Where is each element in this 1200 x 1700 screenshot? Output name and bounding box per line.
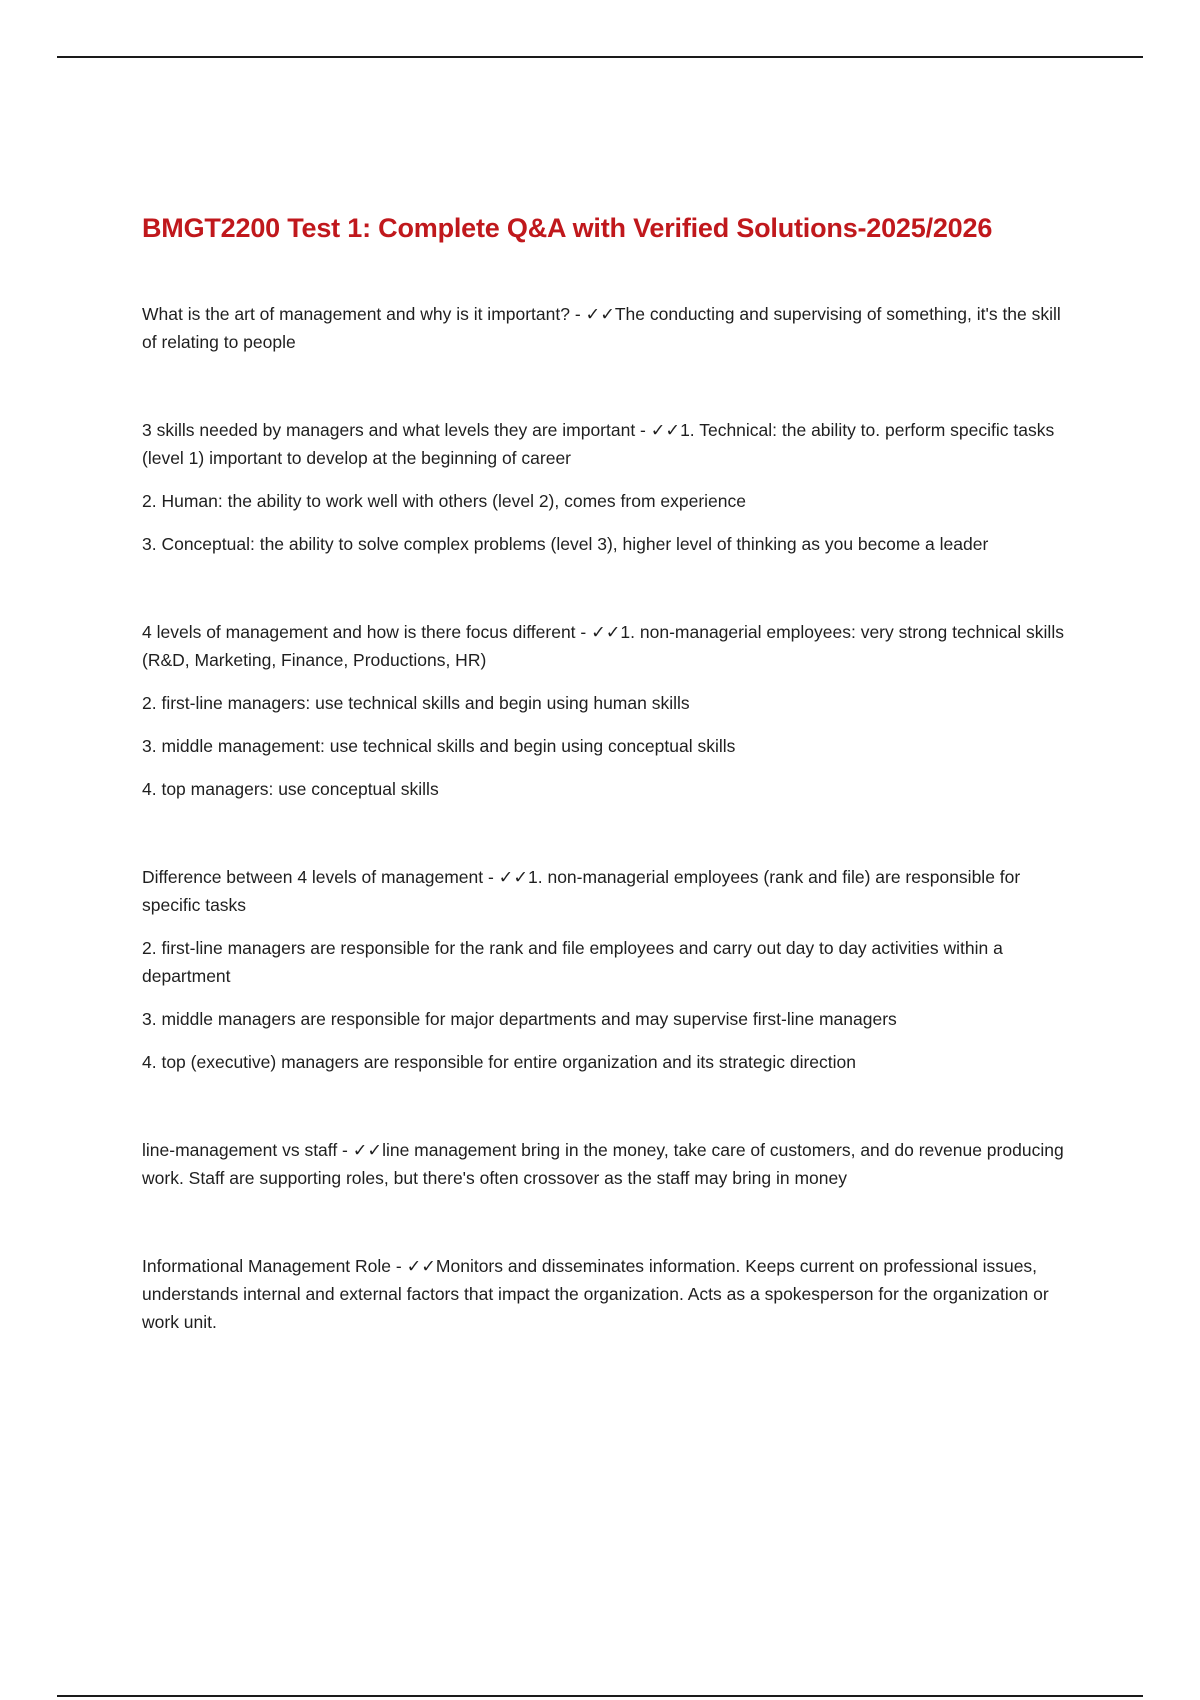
qa-item-line-vs-staff — [142, 1136, 1068, 1192]
qa-item-manager-skills — [142, 416, 1068, 558]
qa-paragraph: 4. top (executive) managers are responsible for entire organization and its strategic direction — [142, 1052, 856, 1073]
qa-paragraph: 2. first-line managers: use technical skills and begin using human skills — [142, 693, 690, 714]
qa-paragraph: Difference between 4 levels of management - ✓✓1. non-managerial employees (rank and file) are responsible for specific tasks — [142, 867, 1021, 916]
qa-paragraph: 3. middle managers are responsible for major departments and may supervise first-line managers — [142, 1009, 897, 1030]
qa-item-levels-difference — [142, 863, 1068, 1076]
qa-paragraph: 4. top managers: use conceptual skills — [142, 779, 439, 800]
qa-paragraph: 2. first-line managers are responsible for the rank and file employees and carry out day to day activities within a department — [142, 938, 1003, 987]
qa-paragraph: 3 skills needed by managers and what levels they are important - ✓✓1. Technical: the ability to. perform specific tasks (level 1) important to develop at the beginning of career — [142, 420, 1055, 469]
document-title: BMGT2200 Test 1: Complete Q&A with Verified Solutions-2025/2026 — [142, 213, 993, 243]
qa-item-art-of-management — [142, 300, 1068, 356]
qa-item-levels-focus — [142, 618, 1068, 803]
qa-paragraph: 3. middle management: use technical skills and begin using conceptual skills — [142, 736, 736, 757]
qa-paragraph: Informational Management Role - ✓✓Monitors and disseminates information. Keeps current on professional issues, understands internal and external factors that impact the organization. Acts as a spokesperson for the organization or work unit. — [142, 1256, 1049, 1333]
qa-paragraph: 2. Human: the ability to work well with others (level 2), comes from experience — [142, 491, 746, 512]
qa-item-informational-role — [142, 1252, 1068, 1336]
qa-paragraph: 4 levels of management and how is there focus different - ✓✓1. non-managerial employees: very strong technical skills (R&D, Marketing, Finance, Productions, HR) — [142, 622, 1064, 671]
footer-rule — [57, 1695, 1143, 1697]
document-body — [142, 212, 1068, 1396]
qa-paragraph: line-management vs staff - ✓✓line management bring in the money, take care of customers, and do revenue producing work. Staff are supporting roles, but there's often crossover as the staff may bring in money — [142, 1140, 1064, 1189]
qa-paragraph: 3. Conceptual: the ability to solve complex problems (level 3), higher level of thinking as you become a leader — [142, 534, 989, 555]
qa-paragraph: What is the art of management and why is it important? - ✓✓The conducting and supervising of something, it's the skill of relating to people — [142, 304, 1061, 353]
header-rule — [57, 56, 1143, 58]
